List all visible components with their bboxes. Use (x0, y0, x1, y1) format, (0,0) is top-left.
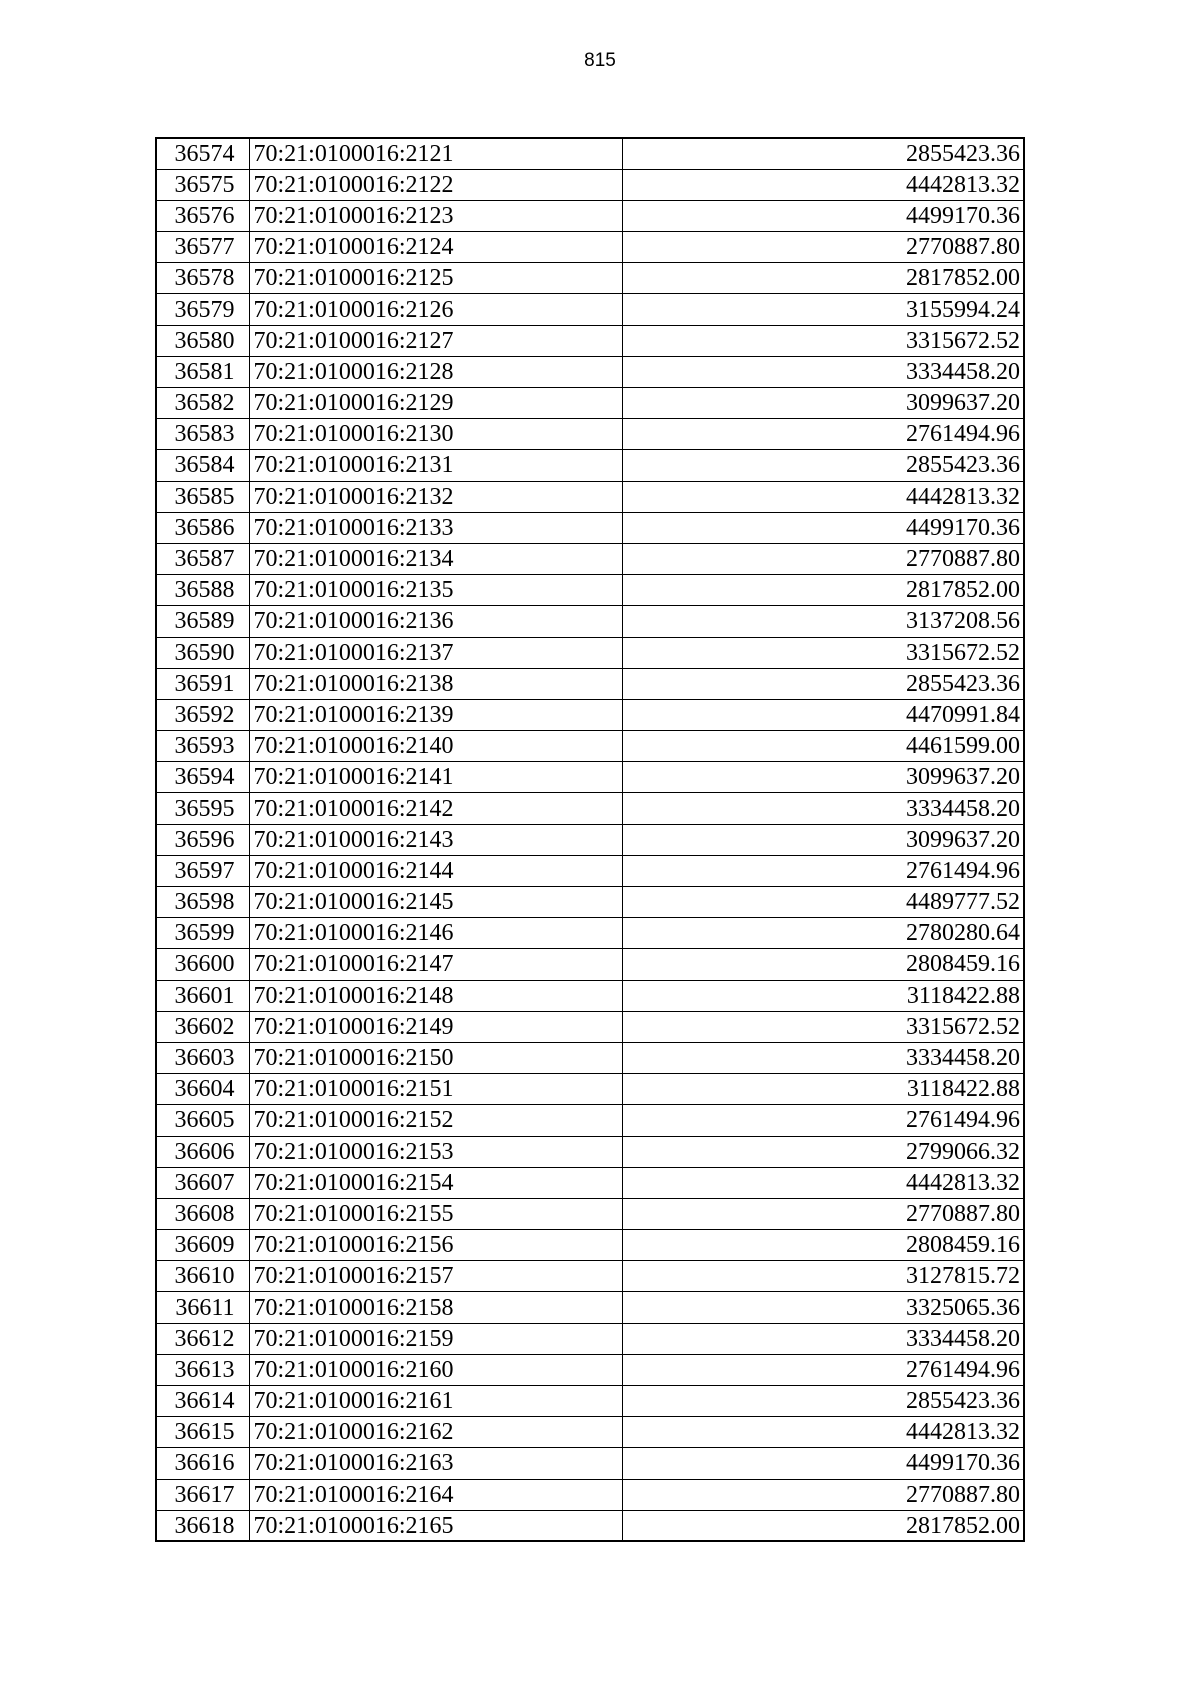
row-number-cell: 36615 (156, 1417, 249, 1448)
cadastral-number-cell: 70:21:0100016:2134 (249, 543, 622, 574)
cadastral-number-cell: 70:21:0100016:2142 (249, 793, 622, 824)
value-cell: 4442813.32 (622, 1167, 1024, 1198)
value-cell: 2770887.80 (622, 1198, 1024, 1229)
row-number-cell: 36610 (156, 1261, 249, 1292)
row-number-cell: 36608 (156, 1198, 249, 1229)
value-cell: 3099637.20 (622, 762, 1024, 793)
table-row (156, 699, 1024, 730)
value-cell: 3315672.52 (622, 1011, 1024, 1042)
row-number-cell: 36601 (156, 980, 249, 1011)
row-number-cell: 36576 (156, 200, 249, 231)
cadastral-number-cell: 70:21:0100016:2124 (249, 232, 622, 263)
cadastral-number-cell: 70:21:0100016:2137 (249, 637, 622, 668)
table-row (156, 668, 1024, 699)
value-cell: 2780280.64 (622, 918, 1024, 949)
value-cell: 2770887.80 (622, 543, 1024, 574)
table-row (156, 1323, 1024, 1354)
value-cell: 4489777.52 (622, 887, 1024, 918)
value-cell: 3127815.72 (622, 1261, 1024, 1292)
row-number-cell: 36603 (156, 1042, 249, 1073)
cadastral-number-cell: 70:21:0100016:2132 (249, 481, 622, 512)
table-row (156, 1074, 1024, 1105)
row-number-cell: 36595 (156, 793, 249, 824)
row-number-cell: 36598 (156, 887, 249, 918)
value-cell: 2761494.96 (622, 419, 1024, 450)
table-row (156, 949, 1024, 980)
table-row (156, 169, 1024, 200)
table-row (156, 1011, 1024, 1042)
registry-table (155, 137, 1025, 1542)
table-row (156, 1510, 1024, 1541)
table-row (156, 855, 1024, 886)
value-cell: 2855423.36 (622, 138, 1024, 169)
value-cell: 2855423.36 (622, 668, 1024, 699)
row-number-cell: 36581 (156, 356, 249, 387)
value-cell: 3099637.20 (622, 824, 1024, 855)
value-cell: 3334458.20 (622, 356, 1024, 387)
cadastral-number-cell: 70:21:0100016:2131 (249, 450, 622, 481)
table-row (156, 918, 1024, 949)
cadastral-number-cell: 70:21:0100016:2129 (249, 388, 622, 419)
table-row (156, 575, 1024, 606)
value-cell: 4442813.32 (622, 169, 1024, 200)
table-row (156, 980, 1024, 1011)
value-cell: 2817852.00 (622, 1510, 1024, 1541)
table-row (156, 294, 1024, 325)
table-row (156, 1386, 1024, 1417)
cadastral-number-cell: 70:21:0100016:2128 (249, 356, 622, 387)
row-number-cell: 36617 (156, 1479, 249, 1510)
value-cell: 2817852.00 (622, 575, 1024, 606)
cadastral-number-cell: 70:21:0100016:2148 (249, 980, 622, 1011)
cadastral-number-cell: 70:21:0100016:2165 (249, 1510, 622, 1541)
value-cell: 3334458.20 (622, 1042, 1024, 1073)
cadastral-number-cell: 70:21:0100016:2147 (249, 949, 622, 980)
row-number-cell: 36593 (156, 731, 249, 762)
value-cell: 2770887.80 (622, 232, 1024, 263)
row-number-cell: 36579 (156, 294, 249, 325)
table-row (156, 1448, 1024, 1479)
cadastral-number-cell: 70:21:0100016:2130 (249, 419, 622, 450)
cadastral-number-cell: 70:21:0100016:2159 (249, 1323, 622, 1354)
cadastral-number-cell: 70:21:0100016:2127 (249, 325, 622, 356)
cadastral-number-cell: 70:21:0100016:2152 (249, 1105, 622, 1136)
cadastral-number-cell: 70:21:0100016:2125 (249, 263, 622, 294)
cadastral-number-cell: 70:21:0100016:2144 (249, 855, 622, 886)
cadastral-number-cell: 70:21:0100016:2121 (249, 138, 622, 169)
row-number-cell: 36604 (156, 1074, 249, 1105)
row-number-cell: 36592 (156, 699, 249, 730)
value-cell: 3315672.52 (622, 325, 1024, 356)
row-number-cell: 36607 (156, 1167, 249, 1198)
value-cell: 3118422.88 (622, 980, 1024, 1011)
row-number-cell: 36609 (156, 1230, 249, 1261)
value-cell: 3099637.20 (622, 388, 1024, 419)
value-cell: 4442813.32 (622, 1417, 1024, 1448)
cadastral-number-cell: 70:21:0100016:2149 (249, 1011, 622, 1042)
cadastral-number-cell: 70:21:0100016:2135 (249, 575, 622, 606)
table-row (156, 325, 1024, 356)
row-number-cell: 36590 (156, 637, 249, 668)
row-number-cell: 36599 (156, 918, 249, 949)
table-body (156, 138, 1024, 1541)
table-row (156, 1230, 1024, 1261)
value-cell: 2770887.80 (622, 1479, 1024, 1510)
table-row (156, 138, 1024, 169)
value-cell: 3315672.52 (622, 637, 1024, 668)
cadastral-number-cell: 70:21:0100016:2133 (249, 512, 622, 543)
row-number-cell: 36606 (156, 1136, 249, 1167)
row-number-cell: 36575 (156, 169, 249, 200)
value-cell: 2761494.96 (622, 1105, 1024, 1136)
value-cell: 4499170.36 (622, 512, 1024, 543)
row-number-cell: 36587 (156, 543, 249, 574)
row-number-cell: 36588 (156, 575, 249, 606)
table-row (156, 606, 1024, 637)
cadastral-number-cell: 70:21:0100016:2161 (249, 1386, 622, 1417)
row-number-cell: 36584 (156, 450, 249, 481)
table-row (156, 356, 1024, 387)
table-row (156, 232, 1024, 263)
row-number-cell: 36612 (156, 1323, 249, 1354)
value-cell: 3118422.88 (622, 1074, 1024, 1105)
row-number-cell: 36613 (156, 1354, 249, 1385)
page-number: 815 (584, 50, 616, 71)
cadastral-number-cell: 70:21:0100016:2155 (249, 1198, 622, 1229)
row-number-cell: 36583 (156, 419, 249, 450)
cadastral-number-cell: 70:21:0100016:2164 (249, 1479, 622, 1510)
cadastral-number-cell: 70:21:0100016:2158 (249, 1292, 622, 1323)
cadastral-number-cell: 70:21:0100016:2156 (249, 1230, 622, 1261)
cadastral-number-cell: 70:21:0100016:2151 (249, 1074, 622, 1105)
row-number-cell: 36618 (156, 1510, 249, 1541)
table-row (156, 1042, 1024, 1073)
row-number-cell: 36614 (156, 1386, 249, 1417)
row-number-cell: 36605 (156, 1105, 249, 1136)
row-number-cell: 36602 (156, 1011, 249, 1042)
value-cell: 2808459.16 (622, 949, 1024, 980)
table-row (156, 762, 1024, 793)
value-cell: 4499170.36 (622, 1448, 1024, 1479)
cadastral-number-cell: 70:21:0100016:2150 (249, 1042, 622, 1073)
table-row (156, 1136, 1024, 1167)
value-cell: 4461599.00 (622, 731, 1024, 762)
cadastral-number-cell: 70:21:0100016:2154 (249, 1167, 622, 1198)
cadastral-number-cell: 70:21:0100016:2122 (249, 169, 622, 200)
cadastral-number-cell: 70:21:0100016:2145 (249, 887, 622, 918)
row-number-cell: 36577 (156, 232, 249, 263)
cadastral-number-cell: 70:21:0100016:2140 (249, 731, 622, 762)
value-cell: 3334458.20 (622, 1323, 1024, 1354)
cadastral-number-cell: 70:21:0100016:2136 (249, 606, 622, 637)
table-row (156, 1354, 1024, 1385)
value-cell: 3155994.24 (622, 294, 1024, 325)
table-row (156, 481, 1024, 512)
cadastral-number-cell: 70:21:0100016:2146 (249, 918, 622, 949)
row-number-cell: 36591 (156, 668, 249, 699)
row-number-cell: 36589 (156, 606, 249, 637)
table-row (156, 1198, 1024, 1229)
table-row (156, 637, 1024, 668)
table-row (156, 1417, 1024, 1448)
table-row (156, 1261, 1024, 1292)
table-row (156, 824, 1024, 855)
table-row (156, 1292, 1024, 1323)
table-row (156, 263, 1024, 294)
value-cell: 2761494.96 (622, 1354, 1024, 1385)
table-row (156, 731, 1024, 762)
table-row (156, 887, 1024, 918)
table-row (156, 1167, 1024, 1198)
row-number-cell: 36586 (156, 512, 249, 543)
row-number-cell: 36585 (156, 481, 249, 512)
table-row (156, 388, 1024, 419)
table-row (156, 1479, 1024, 1510)
value-cell: 2855423.36 (622, 450, 1024, 481)
row-number-cell: 36600 (156, 949, 249, 980)
table-row (156, 512, 1024, 543)
table-row (156, 419, 1024, 450)
cadastral-number-cell: 70:21:0100016:2153 (249, 1136, 622, 1167)
row-number-cell: 36580 (156, 325, 249, 356)
value-cell: 2761494.96 (622, 855, 1024, 886)
value-cell: 2855423.36 (622, 1386, 1024, 1417)
table-row (156, 1105, 1024, 1136)
table-row (156, 200, 1024, 231)
value-cell: 4442813.32 (622, 481, 1024, 512)
cadastral-number-cell: 70:21:0100016:2143 (249, 824, 622, 855)
cadastral-number-cell: 70:21:0100016:2162 (249, 1417, 622, 1448)
value-cell: 2799066.32 (622, 1136, 1024, 1167)
value-cell: 3137208.56 (622, 606, 1024, 637)
cadastral-number-cell: 70:21:0100016:2141 (249, 762, 622, 793)
cadastral-number-cell: 70:21:0100016:2138 (249, 668, 622, 699)
table-row (156, 543, 1024, 574)
value-cell: 2817852.00 (622, 263, 1024, 294)
row-number-cell: 36594 (156, 762, 249, 793)
value-cell: 2808459.16 (622, 1230, 1024, 1261)
cadastral-number-cell: 70:21:0100016:2123 (249, 200, 622, 231)
row-number-cell: 36578 (156, 263, 249, 294)
row-number-cell: 36596 (156, 824, 249, 855)
cadastral-number-cell: 70:21:0100016:2157 (249, 1261, 622, 1292)
cadastral-number-cell: 70:21:0100016:2126 (249, 294, 622, 325)
row-number-cell: 36582 (156, 388, 249, 419)
row-number-cell: 36616 (156, 1448, 249, 1479)
value-cell: 4470991.84 (622, 699, 1024, 730)
value-cell: 3334458.20 (622, 793, 1024, 824)
table-row (156, 450, 1024, 481)
cadastral-number-cell: 70:21:0100016:2139 (249, 699, 622, 730)
cadastral-number-cell: 70:21:0100016:2163 (249, 1448, 622, 1479)
row-number-cell: 36611 (156, 1292, 249, 1323)
row-number-cell: 36597 (156, 855, 249, 886)
table-row (156, 793, 1024, 824)
cadastral-number-cell: 70:21:0100016:2160 (249, 1354, 622, 1385)
value-cell: 3325065.36 (622, 1292, 1024, 1323)
row-number-cell: 36574 (156, 138, 249, 169)
value-cell: 4499170.36 (622, 200, 1024, 231)
